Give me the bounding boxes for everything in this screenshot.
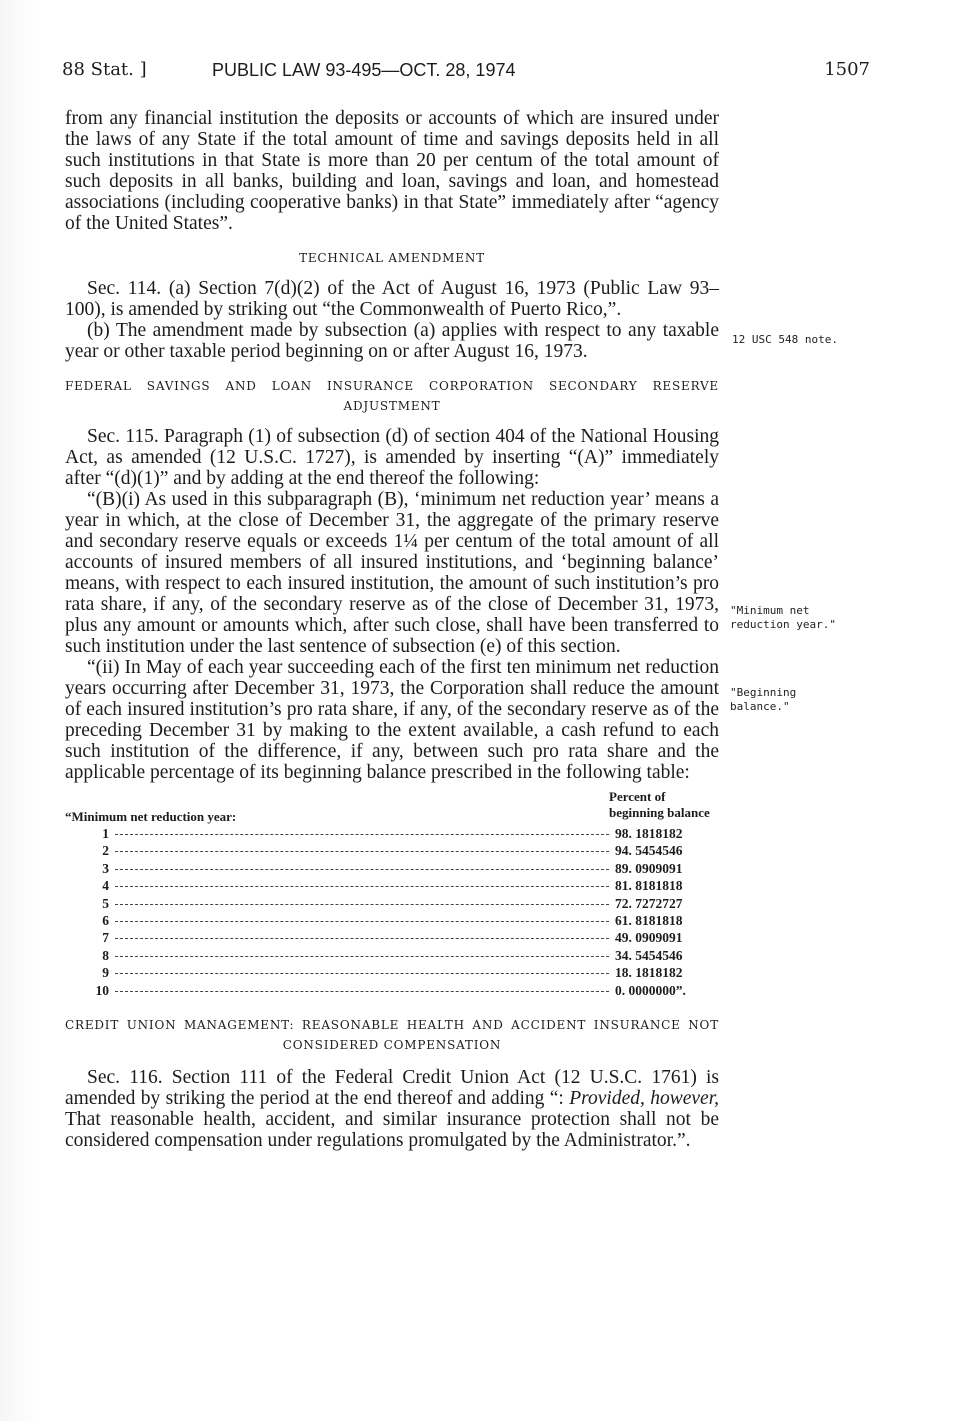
leader-dots xyxy=(115,972,609,974)
table-row xyxy=(65,964,719,981)
continued-paragraph: from any financial institution the deposits or accounts of which are insured under the laws of any State if the total amount of time and savings deposits held in all such institutions in that State is more than 20 per centum of the total amount of such deposits in all banks, building and loan, savings and loan, and homestead associations (including cooperative banks) in that State” immediately after “agency of the United States”. xyxy=(65,108,719,234)
leader-dots xyxy=(115,868,609,870)
public-law-title: PUBLIC LAW 93-495—OCT. 28, 1974 xyxy=(212,60,516,80)
leader-dots xyxy=(115,990,609,992)
table-rows xyxy=(65,825,719,999)
row-year: 3 xyxy=(102,860,109,876)
sec114-heading: TECHNICAL AMENDMENT xyxy=(299,251,485,265)
sec116-para xyxy=(65,1067,719,1151)
margin-note-minimum-net: "Minimum net reduction year." xyxy=(730,604,836,631)
row-percent: 49. 0909091 xyxy=(615,930,683,946)
leader-dots xyxy=(115,955,609,957)
row-year: 2 xyxy=(102,843,109,859)
row-percent: 18. 1818182 xyxy=(615,965,683,981)
page-number: 1507 xyxy=(824,59,870,80)
table-row xyxy=(65,842,719,859)
table-col-percent: Percent of beginning balance xyxy=(609,789,710,820)
row-year: 4 xyxy=(102,878,109,894)
percentage-table xyxy=(65,789,719,999)
row-year: 7 xyxy=(102,930,109,946)
table-row xyxy=(65,947,719,964)
table-row xyxy=(65,825,719,842)
leader-dots xyxy=(115,833,609,835)
sec114-text-a: (a) Section 7(d)(2) of the Act of August 16, 1973 (Public Law 93–100), is amended by striking out “the Commonwealth of Puerto Rico,”. xyxy=(65,278,720,320)
sec114-para-a xyxy=(65,278,719,320)
row-year: 8 xyxy=(102,947,109,963)
sec115-b-i: “(B)(i) As used in this subparagraph (B), ‘minimum net reduction year’ means a year in which, at the close of December 31, the aggregate of the primary reserve and secondary reserve equals or exceeds 1¼ per centum of the total amount of all accounts of insured members of all insured institutions, and ‘beginning balance’ means, with respect to each insured institution, the amount of such institution’s pro rata share, if any, of the secondary reserve as of the close of December 31, 1973, plus any amount or amounts which, after such close, shall have been transferred to such institution under the last sentence of subsection (e) of this section. xyxy=(65,489,719,657)
leader-dots xyxy=(115,850,609,852)
table-row xyxy=(65,982,719,999)
page-header xyxy=(62,56,870,84)
document-body xyxy=(65,108,719,1151)
table-row xyxy=(65,895,719,912)
sec116-label: Sec. 116. xyxy=(87,1067,163,1089)
table-row xyxy=(65,860,719,877)
sec114-label: Sec. 114. xyxy=(87,278,162,299)
sec115-intro xyxy=(65,426,719,489)
sec115-heading: FEDERAL SAVINGS AND LOAN INSURANCE CORPORATION SECONDARY RESERVE ADJUSTMENT xyxy=(65,379,719,413)
table-row xyxy=(65,912,719,929)
leader-dots xyxy=(115,885,609,887)
row-percent: 81. 8181818 xyxy=(615,878,683,894)
sec115-intro-text: Paragraph (1) of subsection (d) of section 404 of the National Housing Act, as amended (12 U.S.C. 1727), is amended by inserting “(A)” immediately after “(d)(1)” and by adding at the end thereof the following: xyxy=(65,426,719,489)
leader-dots xyxy=(115,937,609,939)
table-header xyxy=(65,789,719,825)
row-percent: 89. 0909091 xyxy=(615,860,683,876)
sec115-label: Sec. 115. xyxy=(87,426,159,447)
row-year: 6 xyxy=(102,913,109,929)
table-row xyxy=(65,877,719,894)
row-year: 9 xyxy=(102,965,109,981)
sec116-text-2: That reasonable health, accident, and similar insurance protection shall not be considered compensation under regulations promulgated by the Administrator.”. xyxy=(65,1109,719,1152)
provided-however: Provided, however, xyxy=(569,1088,719,1110)
sec114-para-b: (b) The amendment made by subsection (a) applies with respect to any taxable year or other taxable period beginning on or after August 16, 1973. xyxy=(65,320,719,362)
row-percent: 72. 7272727 xyxy=(615,895,683,911)
margin-note-12usc548: 12 USC 548 note. xyxy=(732,333,838,346)
row-year: 10 xyxy=(95,982,109,998)
statute-volume: 88 Stat. ] xyxy=(62,59,147,80)
table-col-year: “Minimum net reduction year: xyxy=(65,809,237,824)
leader-dots xyxy=(115,903,609,905)
sec115-ii: “(ii) In May of each year succeeding each of the first ten minimum net reduction years occurring after December 31, 1973, the Corporation shall reduce the amount of each insured institution’s pro rata share, if any, of the secondary reserve as of the preceding December 31 by making to the extent available, a cash refund to each such institution of the difference, if any, between such pro rata share and the applicable percentage of its beginning balance prescribed in the following table: xyxy=(65,657,719,783)
margin-note-beginning-balance: "Beginning balance." xyxy=(730,686,797,713)
row-percent: 61. 8181818 xyxy=(615,913,683,929)
row-percent: 94. 5454546 xyxy=(615,843,683,859)
leader-dots xyxy=(115,920,609,922)
row-percent: 34. 5454546 xyxy=(615,947,683,963)
page-scan-edge xyxy=(0,0,40,1421)
sec116-heading: CREDIT UNION MANAGEMENT: REASONABLE HEALTH AND ACCIDENT INSURANCE NOT CONSIDERED COMPENSATION xyxy=(65,1018,719,1053)
row-percent: 0. 0000000”. xyxy=(615,982,686,998)
row-year: 1 xyxy=(102,826,109,841)
row-percent: 98. 1818182 xyxy=(615,826,683,841)
sec116-text-1: Section 111 of the Federal Credit Union Act (12 U.S.C. 1761) is amended by striking the period at the end thereof and adding “: xyxy=(65,1067,720,1110)
table-row xyxy=(65,929,719,946)
row-year: 5 xyxy=(102,895,109,911)
